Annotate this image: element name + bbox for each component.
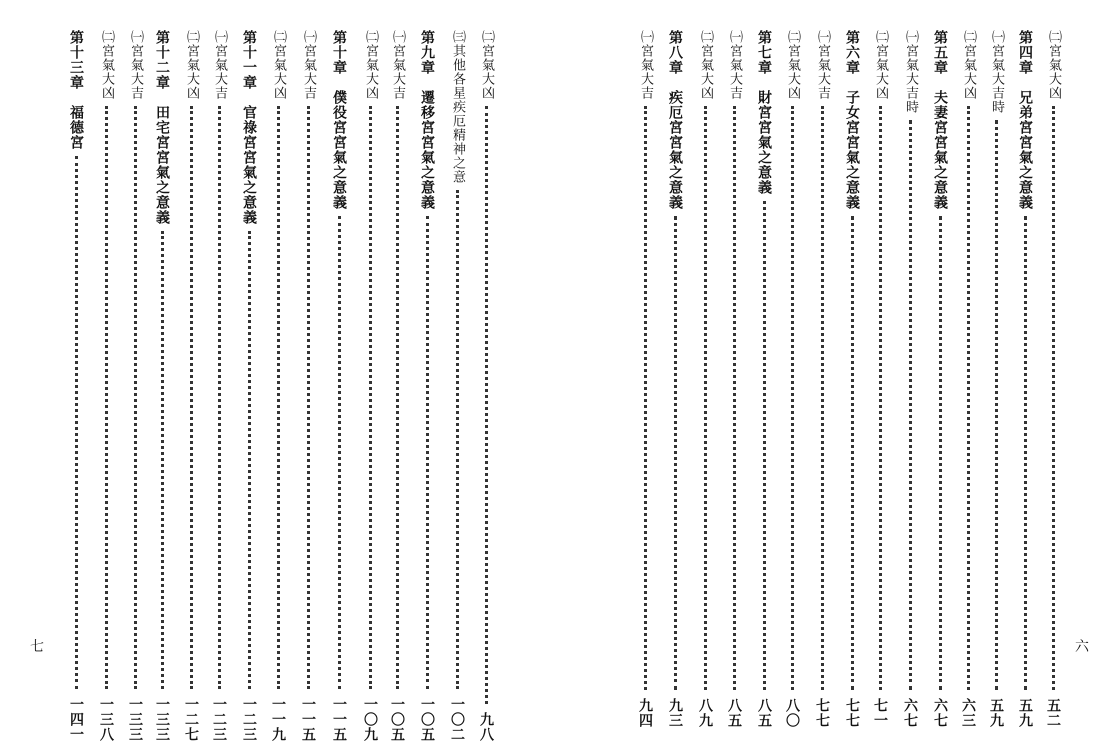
- toc-entry: [693, 30, 717, 728]
- dot-leader: [277, 106, 280, 689]
- dot-leader: [733, 106, 736, 690]
- toc-entry: [956, 30, 980, 728]
- toc-entry: [385, 30, 409, 742]
- toc-entry-title: ㈠宮氣大吉: [128, 30, 143, 100]
- dot-leader: [644, 106, 647, 690]
- dot-leader: [75, 156, 78, 689]
- toc-entry-title: ㈡宮氣大凶: [785, 30, 800, 100]
- toc-entry-page: 七七: [844, 698, 860, 728]
- toc-entry: [266, 30, 290, 742]
- toc-entry: [1013, 30, 1037, 728]
- toc-entry-title: ㈡宮氣大凶: [184, 30, 199, 100]
- toc-entry: [474, 30, 498, 742]
- toc-entry: [358, 30, 382, 742]
- toc-entry: [123, 30, 147, 742]
- dot-leader: [396, 106, 399, 689]
- dot-leader: [704, 106, 707, 690]
- toc-entry-title: ㈢其他各星疾厄精神之意: [450, 30, 465, 184]
- toc-entry: [327, 30, 351, 742]
- dot-leader: [426, 216, 429, 689]
- toc-entry-page: 一〇五: [389, 697, 405, 742]
- dot-leader: [161, 231, 164, 689]
- toc-entry-page: 一二七: [183, 697, 199, 742]
- toc-entry: [663, 30, 687, 728]
- toc-entry-page: 五九: [1017, 698, 1033, 728]
- toc-entry: [752, 30, 776, 728]
- toc-entry-page: 九八: [478, 712, 494, 742]
- dot-leader: [821, 106, 824, 690]
- toc-entry-title: ㈠宮氣大吉: [301, 30, 316, 100]
- left-folio: 七: [30, 639, 44, 655]
- toc-entry: [722, 30, 746, 728]
- toc-entry-page: 一三三: [154, 697, 170, 742]
- toc-entry: [179, 30, 203, 742]
- dot-leader: [967, 106, 970, 690]
- toc-entry-page: 八五: [726, 698, 742, 728]
- toc-entry-page: 一〇九: [362, 697, 378, 742]
- toc-entry-page: 五九: [988, 698, 1004, 728]
- dot-leader: [307, 106, 310, 689]
- dot-leader: [134, 106, 137, 689]
- toc-entry-title: ㈡宮氣大凶: [961, 30, 976, 100]
- toc-entry: [780, 30, 804, 728]
- toc-entry-page: 八〇: [784, 698, 800, 728]
- toc-entry: [1041, 30, 1065, 728]
- dot-leader: [190, 106, 193, 689]
- toc-entry-page: 一〇二: [449, 697, 465, 742]
- toc-entry-title: ㈡宮氣大凶: [698, 30, 713, 100]
- toc-entry-title: ㈡宮氣大凶: [479, 30, 494, 100]
- toc-entry-title: ㈡宮氣大凶: [271, 30, 286, 100]
- toc-entry-title: ㈠宮氣大吉時: [903, 30, 918, 114]
- toc-entry-title: 第五章 夫妻宮宮氣之意義: [932, 30, 948, 210]
- dot-leader: [218, 106, 221, 689]
- toc-entry-title: ㈠宮氣大吉: [390, 30, 405, 100]
- toc-entry-title: ㈠宮氣大吉: [638, 30, 653, 100]
- toc-entry-title: 第九章 遷移宮宮氣之意義: [419, 30, 435, 210]
- toc-entry-page: 七七: [814, 698, 830, 728]
- toc-entry-title: 第十二章 田宅宮宮氣之意義: [154, 30, 170, 225]
- toc-entry: [810, 30, 834, 728]
- toc-entry: [840, 30, 864, 728]
- dot-leader: [1052, 106, 1055, 690]
- toc-entry: [415, 30, 439, 742]
- dot-leader: [674, 216, 677, 690]
- toc-entry-title: ㈠宮氣大吉: [815, 30, 830, 100]
- toc-entry-title: 第十章 僕役宮宮氣之意義: [331, 30, 347, 210]
- toc-entry-page: 六三: [960, 698, 976, 728]
- toc-entry-title: ㈡宮氣大凶: [99, 30, 114, 100]
- toc-entry-title: ㈡宮氣大凶: [363, 30, 378, 100]
- toc-entry-title: 第八章 疾厄宮宮氣之意義: [667, 30, 683, 210]
- toc-entry-page: 八五: [756, 698, 772, 728]
- toc-entry-title: 第四章 兄弟宮宮氣之意義: [1017, 30, 1033, 210]
- toc-entry-page: 一一五: [331, 697, 347, 742]
- toc-entry: [94, 30, 118, 742]
- dot-leader: [248, 231, 251, 689]
- toc-entry: [237, 30, 261, 742]
- toc-entry-page: 五二: [1045, 698, 1061, 728]
- toc-entry-page: 八九: [697, 698, 713, 728]
- toc-entry-page: 九三: [667, 698, 683, 728]
- toc-entry: [445, 30, 469, 742]
- toc-entry-title: 第七章 財宮宮氣之意義: [756, 30, 772, 195]
- toc-entry-title: ㈡宮氣大凶: [873, 30, 888, 100]
- toc-entry-page: 七一: [872, 698, 888, 728]
- dot-leader: [338, 216, 341, 689]
- toc-entry-page: 一二三: [241, 697, 257, 742]
- dot-leader: [763, 201, 766, 690]
- toc-entry: [64, 30, 88, 742]
- dot-leader: [791, 106, 794, 690]
- dot-leader: [1024, 216, 1027, 690]
- toc-entry: [928, 30, 952, 728]
- toc-entry: [150, 30, 174, 742]
- toc-entry-page: 一三三: [127, 697, 143, 742]
- dot-leader: [485, 106, 488, 704]
- toc-entry-title: 第十一章 官祿宮宮氣之意義: [241, 30, 257, 225]
- toc-entry-page: 六七: [932, 698, 948, 728]
- toc-entry: [296, 30, 320, 742]
- dot-leader: [909, 120, 912, 690]
- toc-entry: [984, 30, 1008, 728]
- toc-entry-title: ㈠宮氣大吉: [727, 30, 742, 100]
- toc-entry-page: 一一九: [270, 697, 286, 742]
- toc-entry-title: ㈠宮氣大吉時: [989, 30, 1004, 114]
- toc-entry: [868, 30, 892, 728]
- toc-entry-page: 一四一: [68, 697, 84, 742]
- toc-entry: [898, 30, 922, 728]
- dot-leader: [105, 106, 108, 689]
- toc-entry: [633, 30, 657, 728]
- toc-entry: [207, 30, 231, 742]
- dot-leader: [456, 190, 459, 689]
- toc-entry-page: 六七: [902, 698, 918, 728]
- dot-leader: [369, 106, 372, 689]
- toc-entry-title: ㈠宮氣大吉: [212, 30, 227, 100]
- toc-entry-page: 一〇五: [419, 697, 435, 742]
- toc-entry-page: 一一五: [300, 697, 316, 742]
- dot-leader: [939, 216, 942, 690]
- dot-leader: [995, 120, 998, 690]
- toc-entry-title: ㈡宮氣大凶: [1046, 30, 1061, 100]
- toc-entry-page: 九四: [637, 698, 653, 728]
- dot-leader: [879, 106, 882, 690]
- toc-entry-title: 第十三章 福德宮: [68, 30, 84, 150]
- toc-entry-page: 一三八: [98, 697, 114, 742]
- dot-leader: [851, 216, 854, 690]
- toc-entry-title: 第六章 子女宮宮氣之意義: [844, 30, 860, 210]
- right-folio: 六: [1075, 639, 1089, 655]
- toc-entry-page: 一二三: [211, 697, 227, 742]
